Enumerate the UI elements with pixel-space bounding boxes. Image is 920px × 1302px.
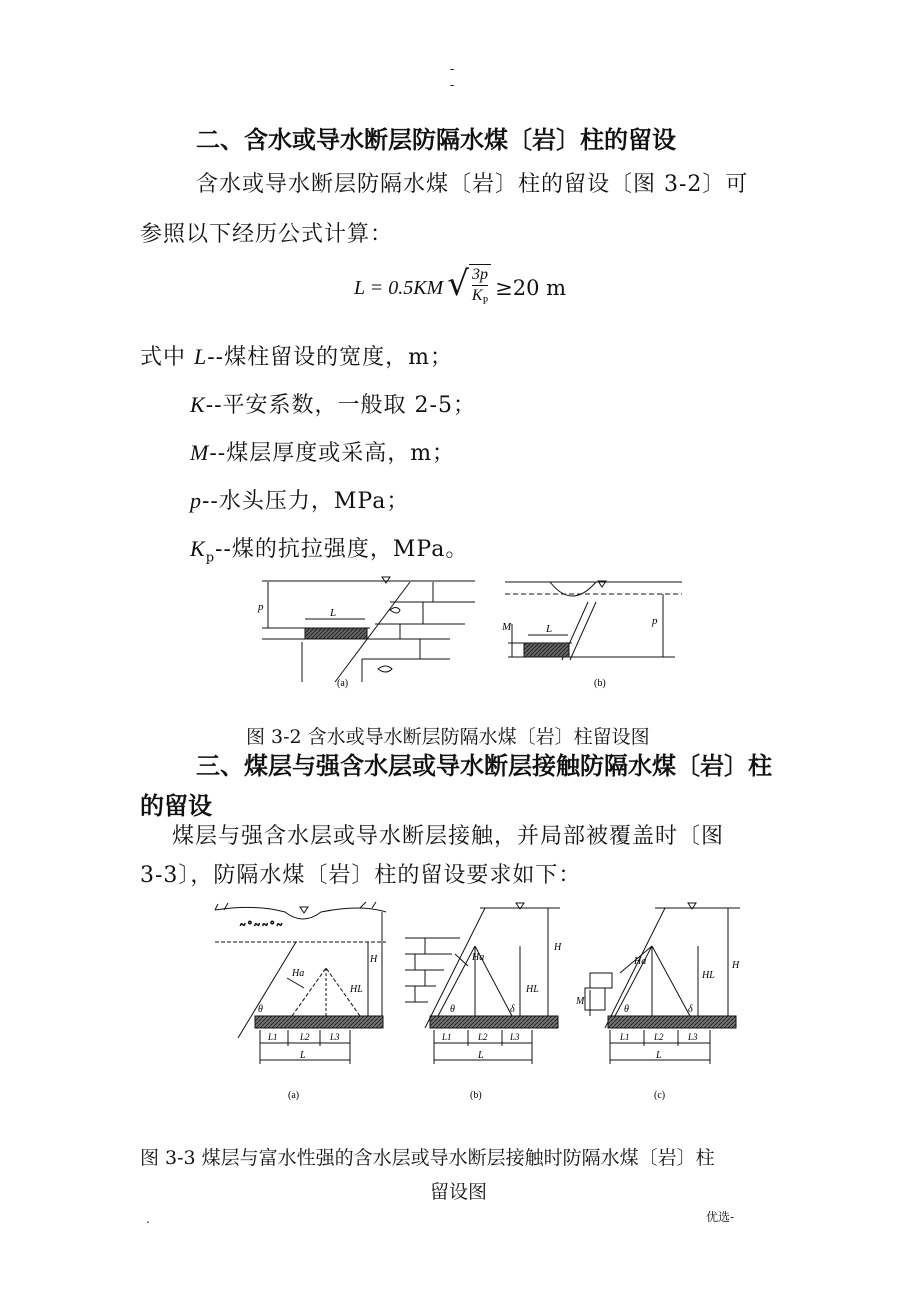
section-3-intro-line2: 3-3〕，防隔水煤〔岩〕柱的留设要求如下： bbox=[140, 863, 582, 888]
fig33a-theta: θ bbox=[258, 1004, 263, 1015]
fig33a-L3: L3 bbox=[330, 1032, 340, 1042]
fig33c-Ha: Ha bbox=[634, 956, 647, 967]
fig33a-Ha: Ha bbox=[292, 968, 305, 979]
footer-right: 优选- bbox=[706, 1210, 735, 1224]
fig33c-L1: L1 bbox=[620, 1032, 630, 1042]
fig33a-H: H bbox=[370, 954, 378, 965]
section-2-intro-line2: 参照以下经历公式计算： bbox=[140, 222, 394, 247]
fig32-label-L-b: L bbox=[546, 623, 553, 635]
figure-3-2-caption: 图 3-2 含水或导水断层防隔水煤〔岩〕柱留设图 bbox=[246, 726, 650, 748]
figure-3-3 bbox=[210, 898, 750, 1108]
fig33b-delta: δ bbox=[510, 1004, 515, 1015]
fig33b-L: L bbox=[478, 1050, 484, 1061]
fig33-label-a: (a) bbox=[288, 1090, 300, 1101]
def-Kp: $K_p--$煤的抗拉强度，MPa。 bbox=[190, 536, 469, 566]
figure-3-3-caption-line2: 留设图 bbox=[430, 1181, 488, 1203]
footer-left: . bbox=[146, 1212, 150, 1226]
header-mark: - - bbox=[450, 62, 455, 93]
section-2-intro-line1: 含水或导水断层防隔水煤〔岩〕柱的留设〔图 3-2〕可 bbox=[196, 172, 749, 197]
figure-3-2-a bbox=[262, 577, 475, 682]
formula-lhs: L = 0.5KM bbox=[353, 276, 444, 299]
fig33b-L3: L3 bbox=[510, 1032, 520, 1042]
fig33b-L2: L2 bbox=[478, 1032, 488, 1042]
fig33-label-c: (c) bbox=[654, 1090, 666, 1101]
section-3-heading-line2: 的留设 bbox=[140, 792, 212, 820]
fig33c-H: H bbox=[732, 960, 740, 971]
fig32-label-M: M bbox=[502, 621, 512, 633]
fig33b-Ha: Ha bbox=[472, 952, 485, 963]
fig33a-HL: HL bbox=[350, 984, 363, 995]
def-p: p--水头压力，MPa； bbox=[190, 488, 410, 514]
section-3-heading-line1: 三、煤层与强含水层或导水断层接触防隔水煤〔岩〕柱 bbox=[196, 752, 772, 780]
section-2-heading: 二、含水或导水断层防隔水煤〔岩〕柱的留设 bbox=[196, 126, 676, 154]
fig33a-L2: L2 bbox=[300, 1032, 310, 1042]
formula-rhs: ≥20 m bbox=[495, 276, 567, 301]
formula-denominator-sub: P bbox=[482, 296, 489, 308]
section-3-intro-line1: 煤层与强含水层或导水断层接触，并局部被覆盖时〔图 bbox=[172, 824, 725, 849]
formula-denominator: K bbox=[471, 287, 483, 304]
fig33b-L1: L1 bbox=[442, 1032, 452, 1042]
fig33-label-b: (b) bbox=[470, 1090, 482, 1101]
fig33c-HL: HL bbox=[702, 970, 715, 981]
def-K: K--平安系数，一般取 2-5； bbox=[190, 392, 476, 418]
fig33c-L: L bbox=[656, 1050, 662, 1061]
fig33a-L: L bbox=[300, 1050, 306, 1061]
fig32-label-p-b: p bbox=[652, 615, 658, 627]
svg-text:~ ° ~ ~ ° ~: ~ ° ~ ~ ° ~ bbox=[240, 920, 283, 931]
fig33b-H: H bbox=[554, 942, 562, 953]
fig33c-delta: δ bbox=[688, 1004, 693, 1015]
fig33c-theta: θ bbox=[624, 1004, 629, 1015]
fig32-label-L-a: L bbox=[330, 607, 337, 619]
formula-sqrt: √ $\frac{3p}{K_P}$ bbox=[447, 264, 491, 312]
fig33b-HL: HL bbox=[526, 984, 539, 995]
fig33c-L3: L3 bbox=[688, 1032, 698, 1042]
formula bbox=[0, 264, 920, 312]
fig33a-L1: L1 bbox=[268, 1032, 278, 1042]
fig33b-theta: θ bbox=[450, 1004, 455, 1015]
def-L: 式中 L--煤柱留设的宽度，m； bbox=[140, 344, 453, 370]
figure-3-3-caption-line1: 图 3-3 煤层与富水性强的含水层或导水断层接触时防隔水煤〔岩〕柱 bbox=[140, 1147, 715, 1169]
formula-numerator: 3p bbox=[472, 265, 488, 286]
def-M: M--煤层厚度或采高，m； bbox=[190, 440, 456, 466]
fig32-label-p: p bbox=[258, 601, 264, 613]
fig33c-L2: L2 bbox=[654, 1032, 664, 1042]
fig32-label-b: (b) bbox=[594, 678, 606, 689]
fig33c-M: M bbox=[576, 996, 585, 1007]
fig32-label-a: (a) bbox=[337, 678, 349, 689]
figure-3-2 bbox=[250, 572, 690, 692]
